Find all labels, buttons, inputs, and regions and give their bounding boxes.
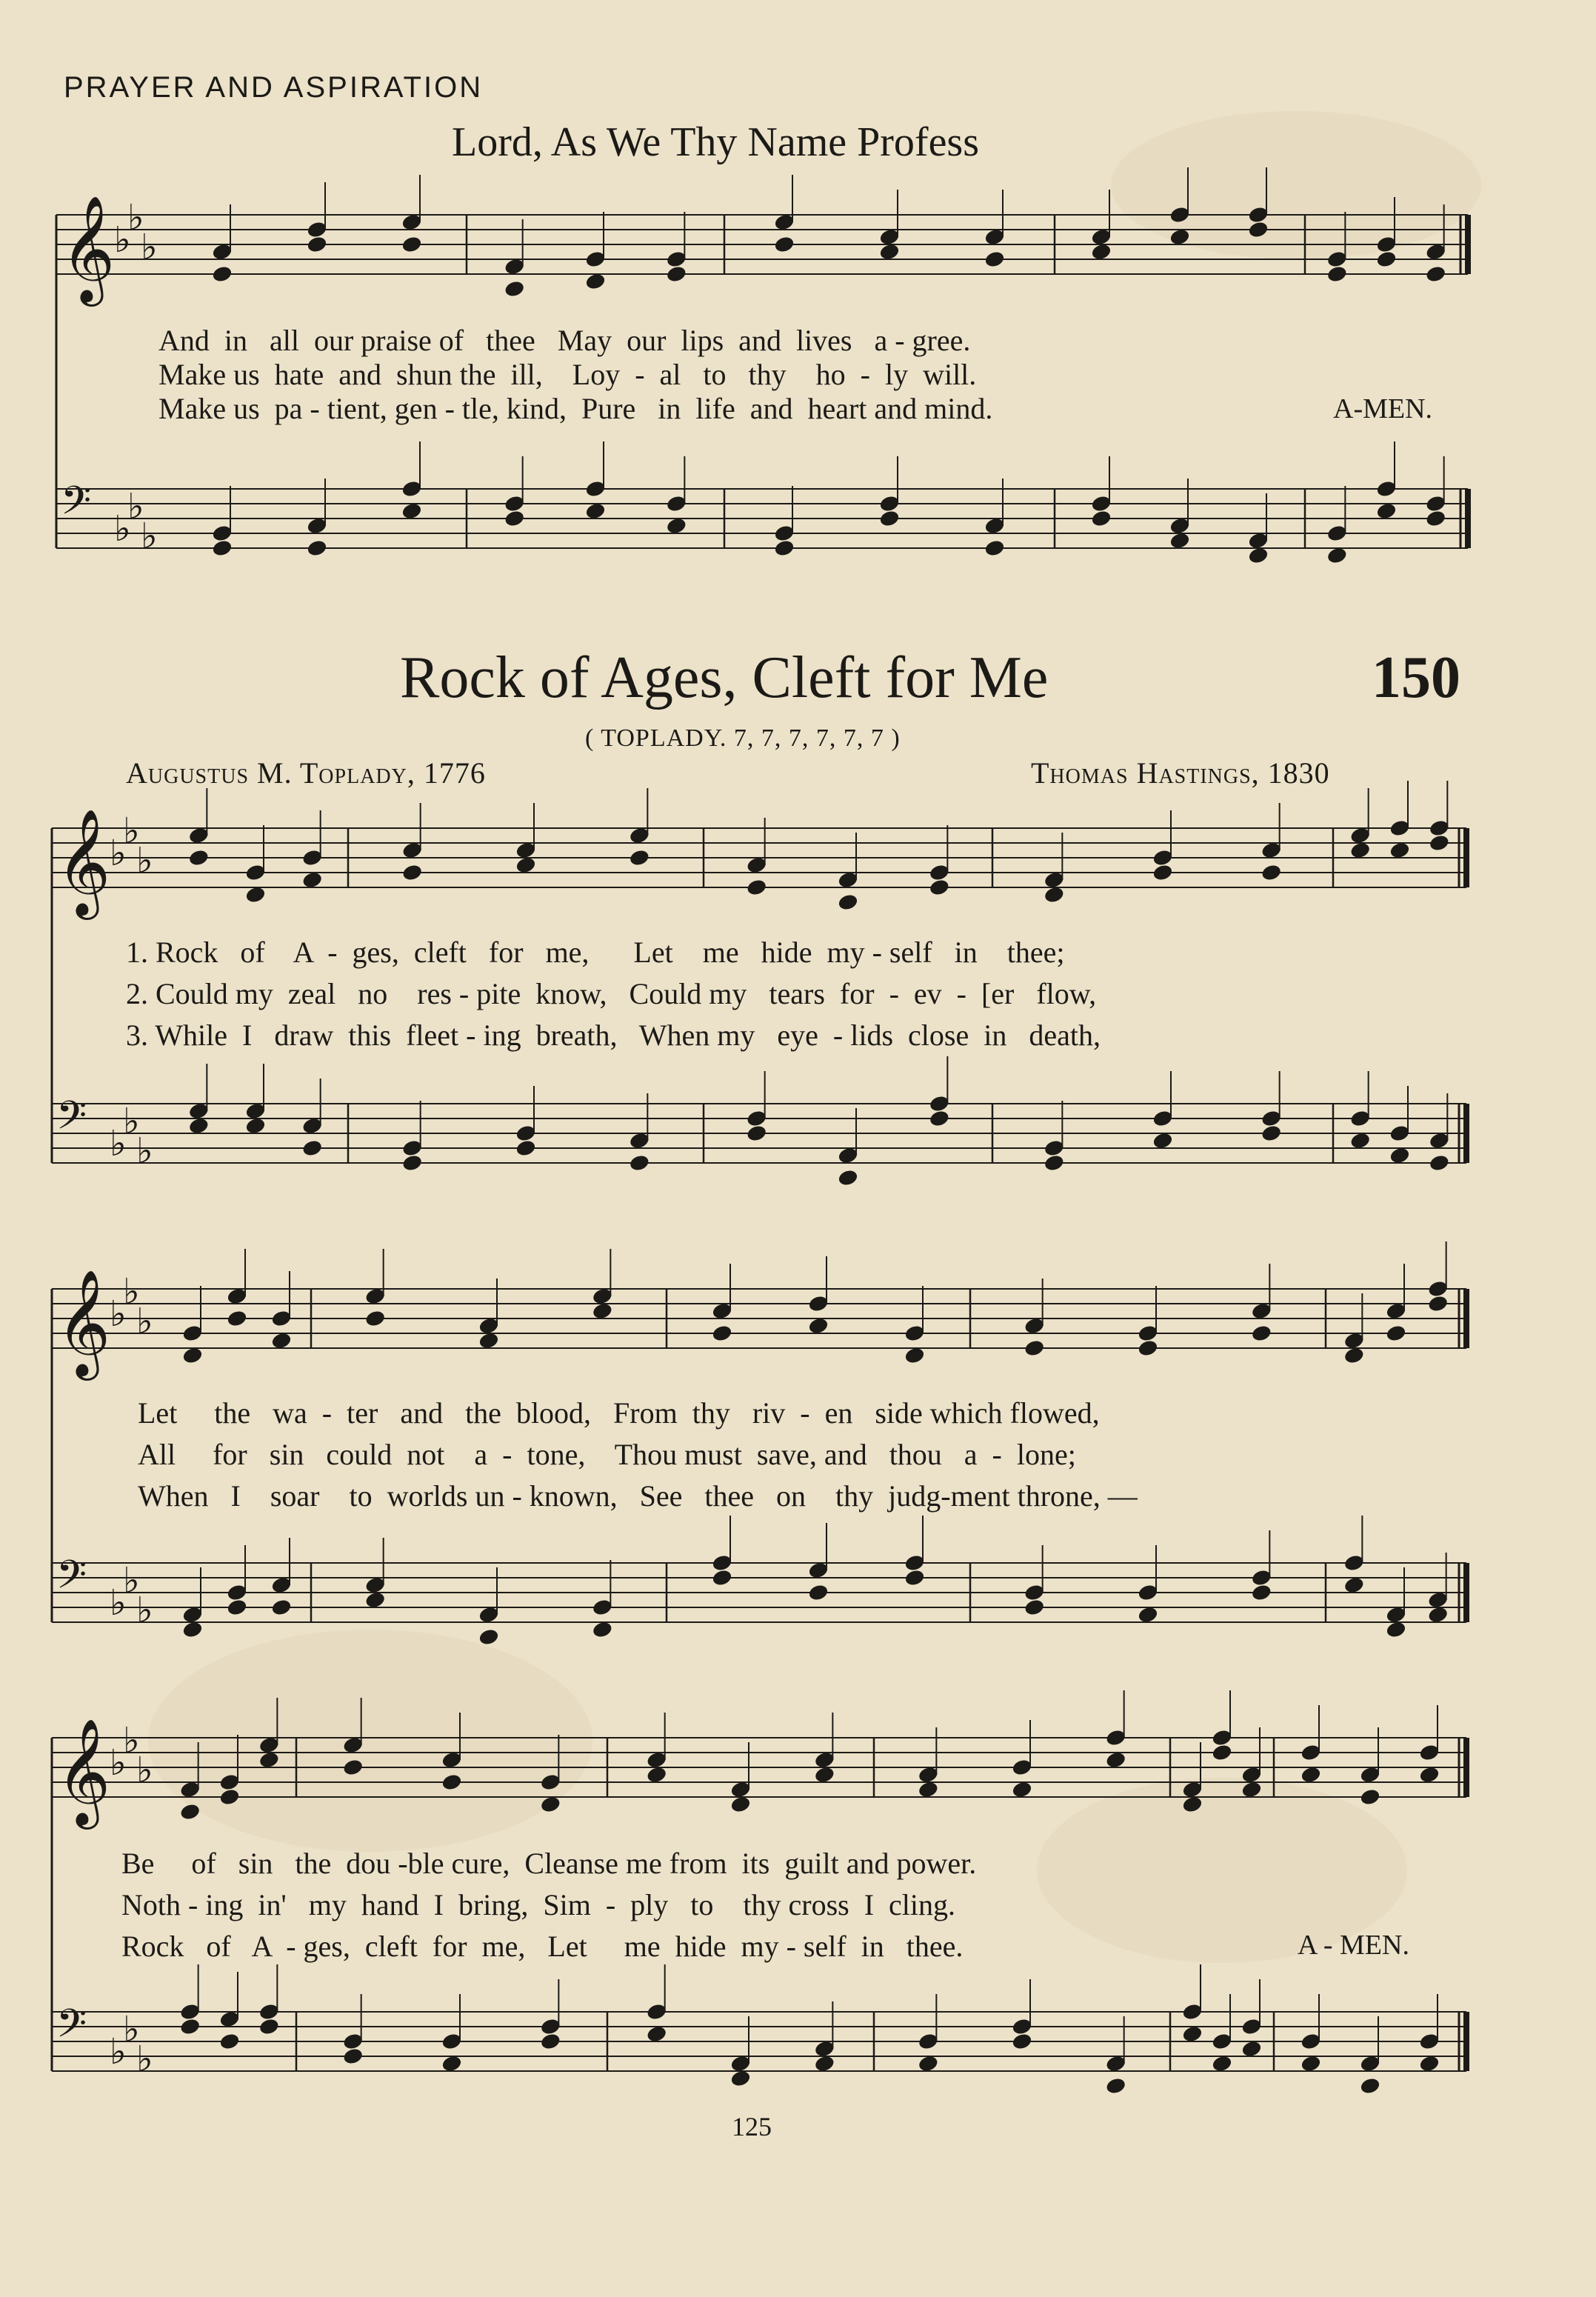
hymn-number: 150 <box>1372 645 1460 710</box>
system2-verse-1: Let the wa - ter and the blood, From thy riv - en side which flowed, <box>138 1396 1100 1430</box>
note-head <box>1011 2032 1032 2050</box>
note-head <box>478 1331 499 1350</box>
note-head <box>1169 531 1190 550</box>
note-head <box>837 1168 858 1187</box>
note-head <box>666 516 687 535</box>
note-head <box>1251 1583 1272 1601</box>
note-head <box>666 264 687 283</box>
note-head <box>1241 1780 1262 1798</box>
note-head <box>540 2032 561 2050</box>
flat-icon: ♭ <box>110 1123 127 1164</box>
note-head <box>364 1590 386 1609</box>
note-head <box>878 509 900 527</box>
note-head <box>1247 546 1269 564</box>
flat-icon: ♭ <box>110 1582 127 1624</box>
note-head <box>1375 250 1397 268</box>
note-head <box>258 1750 280 1769</box>
note-head <box>1090 509 1112 527</box>
flat-icon: ♭ <box>110 833 127 874</box>
note-head <box>984 250 1005 268</box>
note-head <box>1343 1576 1365 1594</box>
note-head <box>188 1116 210 1135</box>
note-head <box>258 2017 280 2036</box>
flat-icon: ♭ <box>127 486 144 527</box>
note-head <box>1359 1787 1380 1806</box>
flat-icon: ♭ <box>127 197 144 239</box>
note-head <box>592 1301 613 1320</box>
flat-icon: ♭ <box>123 1720 140 1761</box>
note-head <box>1261 863 1282 881</box>
flat-icon: ♭ <box>123 810 140 852</box>
note-head <box>1427 1294 1449 1313</box>
note-head <box>270 1598 292 1616</box>
note-head <box>1152 863 1173 881</box>
note-head <box>629 848 650 867</box>
note-head <box>401 235 422 253</box>
note-head <box>478 1627 499 1646</box>
note-head <box>188 848 210 867</box>
flat-icon: ♭ <box>123 1560 140 1601</box>
flat-icon: ♭ <box>141 516 158 557</box>
note-head <box>270 1331 292 1350</box>
note-head <box>814 2054 835 2073</box>
note-head <box>226 1598 247 1616</box>
note-head <box>401 501 422 520</box>
note-head <box>929 878 950 896</box>
flat-icon: ♭ <box>136 1301 153 1342</box>
note-head <box>301 1139 323 1157</box>
note-head <box>1359 2076 1380 2095</box>
note-head <box>629 1153 650 1172</box>
note-head <box>1247 220 1269 239</box>
system1-verse-3: 3. While I draw this fleet - ing breath, When my eye - lids close in death, <box>126 1019 1101 1052</box>
note-head <box>711 1324 732 1342</box>
treble-clef-icon: 𝄞 <box>56 1270 111 1376</box>
note-head <box>1024 1338 1045 1357</box>
flat-icon: ♭ <box>123 1271 140 1313</box>
note-head <box>515 856 536 874</box>
hymn1-amen: A-MEN. <box>1333 393 1433 424</box>
note-head <box>1024 1598 1045 1616</box>
flat-icon: ♭ <box>110 2031 127 2073</box>
note-head <box>1375 501 1397 520</box>
note-head <box>342 1758 364 1776</box>
note-head <box>1326 264 1348 283</box>
note-head <box>218 1787 240 1806</box>
note-head <box>1300 1765 1321 1784</box>
note-head <box>918 1780 939 1798</box>
note-head <box>1418 1765 1440 1784</box>
system3-verse-1: Be of sin the dou -ble cure, Cleanse me from its guilt and power. <box>121 1847 977 1880</box>
note-head <box>1137 1605 1158 1624</box>
note-head <box>646 1765 667 1784</box>
note-head <box>729 1795 751 1813</box>
note-head <box>904 1346 925 1364</box>
flat-icon: ♭ <box>136 840 153 881</box>
flat-icon: ♭ <box>141 227 158 268</box>
note-head <box>1385 1620 1406 1638</box>
flat-icon: ♭ <box>123 1101 140 1142</box>
note-head <box>1090 242 1112 261</box>
system3-verse-2: Noth - ing in' my hand I bring, Sim - ply to thy cross I cling. <box>121 1888 956 1921</box>
note-head <box>179 2017 201 2036</box>
note-head <box>1427 1605 1449 1624</box>
note-head <box>1181 1795 1203 1813</box>
note-head <box>904 1568 925 1587</box>
note-head <box>1326 546 1348 564</box>
author-credit: Augustus M. Toplady, 1776 <box>126 756 486 790</box>
note-head <box>1105 2076 1126 2095</box>
flat-icon: ♭ <box>114 508 131 550</box>
note-head <box>918 2054 939 2073</box>
note-head <box>1211 2054 1232 2073</box>
system2-verse-3: When I soar to worlds un - known, See thee on thy judg-ment throne, — <box>138 1479 1138 1513</box>
flat-icon: ♭ <box>136 2038 153 2080</box>
note-head <box>1349 841 1371 859</box>
hymn1-title: Lord, As We Thy Name Profess <box>452 119 980 165</box>
bass-clef-icon: 𝄢 <box>56 2001 87 2056</box>
note-head <box>1169 227 1190 246</box>
note-head <box>1152 1131 1173 1150</box>
note-head <box>592 1620 613 1638</box>
note-head <box>584 501 606 520</box>
treble-clef-icon: 𝄞 <box>56 809 111 916</box>
note-head <box>1429 1153 1450 1172</box>
note-head <box>746 878 767 896</box>
flat-icon: ♭ <box>136 1750 153 1791</box>
note-head <box>441 2054 462 2073</box>
hymn2-amen: A - MEN. <box>1298 1930 1409 1961</box>
note-head <box>1181 2024 1203 2043</box>
note-head <box>1418 2054 1440 2073</box>
bass-clef-icon: 𝄢 <box>56 1093 87 1148</box>
note-head <box>878 242 900 261</box>
note-head <box>1425 509 1446 527</box>
note-head <box>1211 1743 1232 1761</box>
flat-icon: ♭ <box>110 1742 127 1784</box>
note-head <box>342 2047 364 2065</box>
note-head <box>746 1124 767 1142</box>
flat-icon: ♭ <box>123 2009 140 2050</box>
system2-verse-2: All for sin could not a - tone, Thou must save, and thou a - lone; <box>138 1438 1076 1471</box>
note-head <box>1385 1324 1406 1342</box>
note-head <box>1251 1324 1272 1342</box>
note-head <box>244 1116 266 1135</box>
note-head <box>211 539 233 557</box>
note-head <box>837 893 858 911</box>
note-head <box>773 539 795 557</box>
composer-credit: Thomas Hastings, 1830 <box>1031 756 1330 790</box>
system1-verse-2: 2. Could my zeal no res - pite know, Could my tears for - ev - [er flow, <box>126 977 1097 1010</box>
note-head <box>401 863 423 881</box>
note-head <box>729 2069 751 2087</box>
note-head <box>1044 885 1065 904</box>
note-head <box>807 1316 829 1335</box>
flat-icon: ♭ <box>136 1590 153 1631</box>
note-head <box>1011 1780 1032 1798</box>
note-head <box>515 1139 536 1157</box>
note-head <box>584 272 606 290</box>
bass-clef-icon: 𝄢 <box>61 479 92 533</box>
note-head <box>1300 2054 1321 2073</box>
treble-clef-icon: 𝄞 <box>61 196 116 302</box>
note-head <box>401 1153 423 1172</box>
hymn1-verse-1: And in all our praise of thee May our lips and lives a - gree. <box>158 324 971 357</box>
system1-verse-1: 1. Rock of A - ges, cleft for me, Let me hide my - self in thee; <box>126 936 1065 969</box>
note-head <box>1429 833 1450 852</box>
note-head <box>181 1346 203 1364</box>
note-head <box>540 1795 561 1813</box>
section-heading: PRAYER AND ASPIRATION <box>64 71 484 104</box>
note-head <box>807 1583 829 1601</box>
note-head <box>504 279 525 298</box>
note-head <box>179 1802 201 1821</box>
note-head <box>244 885 266 904</box>
treble-clef-icon: 𝄞 <box>56 1718 111 1825</box>
note-head <box>646 2024 667 2043</box>
bass-clef-icon: 𝄢 <box>56 1553 87 1607</box>
note-head <box>504 509 525 527</box>
note-head <box>1343 1346 1365 1364</box>
flat-icon: ♭ <box>136 1130 153 1172</box>
note-head <box>1105 1750 1126 1769</box>
note-head <box>814 1765 835 1784</box>
note-head <box>1425 264 1446 283</box>
note-head <box>301 870 323 889</box>
flat-icon: ♭ <box>114 219 131 261</box>
note-head <box>711 1568 732 1587</box>
note-head <box>1044 1153 1065 1172</box>
note-head <box>441 1773 462 1791</box>
note-head <box>984 539 1005 557</box>
note-head <box>306 539 327 557</box>
note-head <box>1241 2039 1262 2058</box>
note-head <box>929 1109 950 1127</box>
page-number: 125 <box>732 2112 772 2141</box>
hymn2-title: Rock of Ages, Cleft for Me <box>400 645 1049 710</box>
hymn1-verse-3: Make us pa - tient, gen - tle, kind, Pure in life and heart and mind. <box>158 392 993 425</box>
note-head <box>181 1620 203 1638</box>
note-head <box>218 2032 240 2050</box>
note-head <box>306 235 327 253</box>
note-head <box>211 264 233 283</box>
note-head <box>1261 1124 1282 1142</box>
note-head <box>1389 1146 1410 1164</box>
system3-verse-3: Rock of A - ges, cleft for me, Let me hide my - self in thee. <box>121 1930 964 1963</box>
note-head <box>1349 1131 1371 1150</box>
note-head <box>773 235 795 253</box>
note-head <box>226 1309 247 1327</box>
tune-name-meter: ( TOPLADY. 7, 7, 7, 7, 7, 7 ) <box>585 724 901 752</box>
note-head <box>364 1309 386 1327</box>
hymn1-verse-2: Make us hate and shun the ill, Loy - al to thy ho - ly will. <box>158 358 977 391</box>
flat-icon: ♭ <box>110 1293 127 1335</box>
note-head <box>1137 1338 1158 1357</box>
note-head <box>1389 841 1410 859</box>
